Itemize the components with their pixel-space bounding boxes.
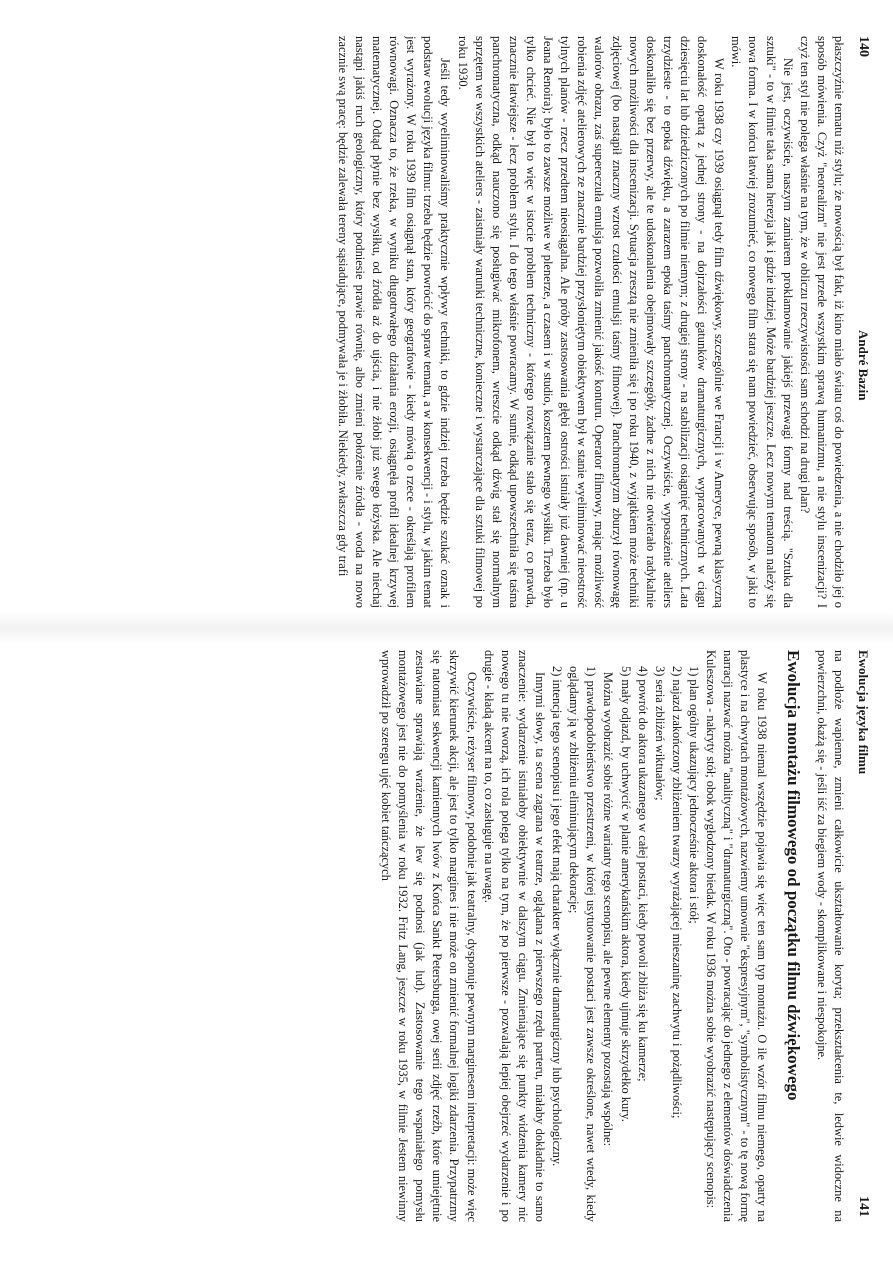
list-item: 1) prawdopodobieństwo przestrzeni, w której usytuowanie postaci jest zawsze określone, nawet wtedy, kiedy oglądamy ją w zbliżeniu eliminującym dekoracje; xyxy=(567,666,599,1222)
right-paragraph: W roku 1938 niemal wszędzie pojawia się więc ten sam typ montażu. O ile wzór filmu niemego, oparty na plastyce i na chwytach montażowych, nazwiemy umownie "ekspresyjnym", "symbolistycznym" - to tę nową formę narracji nazwać można "analityczną" i "dramaturgiczną". Oto - powracając do jednego z elementów doświadczenia Kuleszowa - nakryty stół; obok wygłodzony biedak. W roku 1936 można sobie wyobrazić następujący scenopis: xyxy=(704,650,770,1222)
book-gutter xyxy=(0,612,893,644)
list-item: 5) mały odjazd, by uchwycić w planie amerykańskim aktora, kiedy ujmuje skrzydełko kury. xyxy=(618,666,633,1122)
list-item: 2) intencja tego scenopisu i jego efekt mają charakter wyłącznie dramaturgiczny lub psychologiczny. xyxy=(550,666,565,1167)
left-paragraph: płaszczyźnie tematu niż stylu; że nowością był fakt, iż kino miało światu coś do powiedzenia, a nie chodziło jej o sposób mówienia. Czyż "neorealizm" nie jest przede wszystkim sprawą humanizmu, a nie stylu inscenizacji? I czyż ten styl nie polega właśnie na tym, że w obliczu rzeczywistości sam schodzi na drugi plan? xyxy=(797,36,846,608)
section-heading: Ewolucja montażu filmowego od początku filmu dźwiękowego xyxy=(783,650,803,1101)
right-paragraph: Można wyobrazić sobie różne warianty tego scenopisu, ale pewne elementy pozostają wspólne: xyxy=(601,672,616,1147)
list-item: 1) plan ogólny ukazujący jednocześnie aktora i stół; xyxy=(686,666,701,924)
left-page-number: 140 xyxy=(856,36,871,57)
right-page-number: 141 xyxy=(856,1196,871,1217)
left-page-text xyxy=(17,36,847,608)
left-paragraph: Jeśli tedy wyeliminowaliśmy praktycznie wpływy techniki, to gdzie indziej trzeba będzie szukać oznak i podstaw ewolucji języka filmu: trzeba będzie powrócić do spraw tematu, a w konsekwencji - i stylu, w jakim temat jest wyrażony. W roku 1939 film osiągnął stan, który geografowie - kiedy mówią o rzece - określają profilem równowagi. Oznacza to, że rzeka, w wyniku długotrwałego działania erozji, osiągnęła profil idealnej krzywej matematycznej. Odtąd płynie bez wysiłku, od źródła aż do ujścia, i nie żłobi już swego łożyska. Ale niechaj nastąpi jakiś ruch geologiczny, który podniesie prawie równię, albo zmieni położenie źródła - woda na nowo zacznie swą pracę: będzie zalewała tereny sąsiadujące, podmywała je i żłobiła. Niekiedy, zwłaszcza gdy trafi xyxy=(335,36,453,608)
left-paragraph: W roku 1938 czy 1939 osiągnął tedy film dźwiękowy, szczególnie we Francji i w Ameryce, pewną klasyczną doskonałość opartą z jednej strony - na dojrzałości gatunków dramaturgicznych, wypracowanych w ciągu dziesięciu lat lub dziedziczonych po filmie niemym; z drugiej strony - na stabilizacji osiągnięć technicznych. Lata trzydzieste - to epoka dźwięku, a zarazem epoka taśmy panchromatycznej. Oczywiście, wyposażenie ateliers doskonaliło się bez przerwy, ale te udoskonalenia obejmowały szczegóły, żadne z nich nie otwierało radykalnie nowych możliwości dla inscenizacji. Sytuacja zresztą nie zmieniła się i po roku 1940, z wyjątkiem może techniki zdjęciowej (bo nastąpił znaczny wzrost czułości emulsji taśmy filmowej). Panchromatyzm zburzył równowagę walorów obrazu, zaś supereczuła emulsja pozwoliła zmienić jakość konturu. Operator filmowy, mając możliwość robienia zdjęć atelierowych ze znacznie bardziej przysłoniętym obiektywem był w stanie wyeliminować nieostrość tylnych planów - rzecz przedtem nieosiągalna. Ale próby zastosowania głębi ostrości istniały już dawniej (np. u Jeana Renoira); było to zawsze możliwe w plenerze, a czasem i w studio, kosztem pewnego wysiłku. Trzeba było tylko chcieć. Nie był to więc w istocie problem techniczny - którego rozwiązanie stało się teraz, co prawda, znacznie łatwiejsze - lecz problem stylu. I do tego właśnie powracamy. W sumie, odkąd upowszechniła się taśma panchromatyczna, odkąd nauczono się posługiwać mikrofonem, wreszcie odkąd dźwig stał się normalnym sprzętem we wszystkich ateliers - zaistniały warunki techniczne, konieczne i wystarczające dla sztuki filmowej po roku 1930. xyxy=(455,36,727,608)
list-item: 2) najazd zakończony zbliżeniem twarzy wyrażającej mieszaninę zachwytu i pożądliwości; xyxy=(669,666,684,1119)
right-paragraph: Innymi słowy, ta scena zagrana w teatrze, oglądana z pierwszego rzędu parteru, miałaby dokładnie to samo znaczenie: wydarzenie istniałoby obiektywnie w dalszym ciągu. Zmieniające się punkty widzenia kamery nic nowego tu nie tworzą, ich rola polega tylko na tym, że po pierwsze - pozwalają lepiej obejrzeć wydarzenie i po drugie - kładą akcent na to, co zasługuje na uwagę. xyxy=(481,650,547,1222)
right-paragraph: Oczywiście, reżyser filmowy, podobnie jak teatralny, dysponuje pewnym marginesem interpretacji: może więc skrzywić kierunek akcji, ale jest to tylko margines i nie może on zmienić formalnej logiki zdarzenia. Przypatrzmy się natomiast sekwencji kamiennych lwów z Końca Sankt Petersburga, owej serii zdjęć rzeźb, które umiejętnie zestawiane sprawiają wrażenie, że lew się podnosi (jak lud). Zastosowanie tego wspaniałego pomysłu montażowego jest nie do pomyślenia w roku 1932. Fritz Lang, jeszcze w roku 1935, w filmie Jestem niewinny wprowadził po szeregu ujęć kobiet tańczących xyxy=(378,650,479,1222)
left-running-head: André Bazin xyxy=(856,330,871,401)
right-page-text xyxy=(17,650,847,1222)
left-paragraph: Nie jest, oczywiście, naszym zamiarem proklamowanie jakiejś przewagi formy nad treścią. "Sztuka dla sztuki" - to w filmie taka sama herezja jak i gdzie indziej. Może bardziej jeszcze. Lecz nowym tematom należy się nowa forma. I w końcu łatwiej zrozumieć, co nowego film stara się nam powiedzieć, obserwując sposób, w jaki to mówi. xyxy=(729,36,795,608)
list-item: 3) seria zbliżeń wiktuałów; xyxy=(652,666,667,801)
right-intro-paragraph: na podłoże wapienne, zmieni całkowicie ukształtowanie koryta; przekształcenia te, ledwie widoczne na powierzchni, okażą się - jeśli iść za biegiem wody - skomplikowane i niespokojne. xyxy=(814,650,846,1222)
right-running-head: Ewolucja języka filmu xyxy=(856,650,871,775)
list-item: 4) powrót do aktora ukazanego w całej postaci, kiedy powoli zbliża się ku kamerze; xyxy=(635,666,650,1082)
